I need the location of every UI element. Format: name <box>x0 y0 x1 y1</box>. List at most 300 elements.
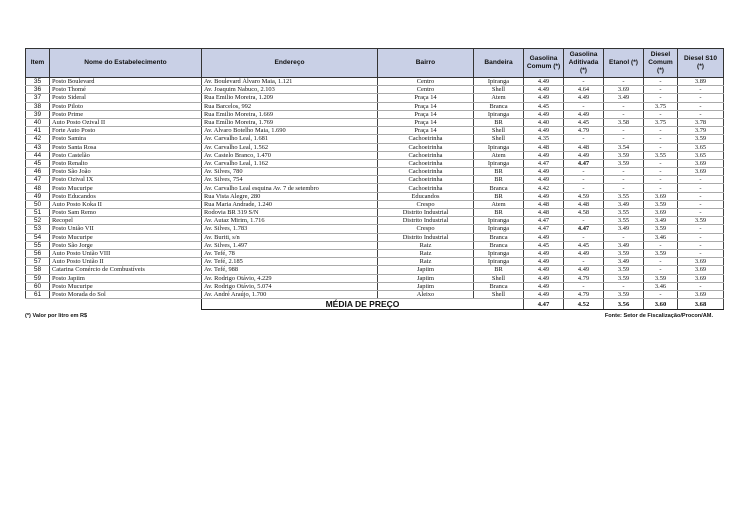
cell-gasolina: 4.49 <box>524 258 564 266</box>
table-row <box>26 241 724 249</box>
cell-item: 55 <box>26 241 50 249</box>
header-bandeira: Bandeira <box>474 49 524 78</box>
cell-gasolina-aditivada: 4.48 <box>564 200 604 208</box>
cell-item: 58 <box>26 266 50 274</box>
table-row <box>26 151 724 159</box>
cell-bandeira: Atem <box>474 200 524 208</box>
cell-nome: Auto Posto União VIII <box>50 249 202 257</box>
cell-endereco: Av. Autaz Mirim, 1.716 <box>202 217 378 225</box>
cell-gasolina-aditivada: 4.47 <box>564 159 604 167</box>
cell-endereco: Av. Silves, 754 <box>202 176 378 184</box>
cell-gasolina-aditivada: 4.45 <box>564 241 604 249</box>
cell-diesel: - <box>644 241 678 249</box>
cell-bandeira: Ipiranga <box>474 110 524 118</box>
average-row <box>26 299 724 310</box>
average-diesel: 3.60 <box>644 299 678 310</box>
cell-endereco: Av. Boulevard Álvaro Maia, 1.121 <box>202 78 378 86</box>
cell-nome: Posto Samira <box>50 135 202 143</box>
cell-etanol: 3.49 <box>604 225 644 233</box>
table-row <box>26 94 724 102</box>
cell-item: 52 <box>26 217 50 225</box>
cell-item: 46 <box>26 168 50 176</box>
cell-item: 41 <box>26 127 50 135</box>
cell-nome: Posto Sam Remo <box>50 209 202 217</box>
cell-diesel-s10: 3.65 <box>678 151 724 159</box>
cell-gasolina-aditivada: 4.58 <box>564 209 604 217</box>
cell-gasolina-aditivada: 4.79 <box>564 127 604 135</box>
cell-bairro: Raiz <box>378 249 474 257</box>
cell-bandeira: BR <box>474 168 524 176</box>
cell-etanol: 3.49 <box>604 258 644 266</box>
cell-etanol: 3.49 <box>604 200 644 208</box>
cell-item: 49 <box>26 192 50 200</box>
cell-bairro: Cachoeirinha <box>378 159 474 167</box>
cell-item: 39 <box>26 110 50 118</box>
cell-endereco: Rodovia BR 319 S/N <box>202 209 378 217</box>
table-row <box>26 159 724 167</box>
cell-endereco: Av. Tefé, 78 <box>202 249 378 257</box>
cell-item: 43 <box>26 143 50 151</box>
cell-diesel: - <box>644 78 678 86</box>
cell-nome: Posto Prime <box>50 110 202 118</box>
cell-etanol: 3.59 <box>604 266 644 274</box>
cell-etanol: - <box>604 184 644 192</box>
cell-diesel-s10: - <box>678 200 724 208</box>
cell-bandeira: Ipiranga <box>474 78 524 86</box>
cell-item: 48 <box>26 184 50 192</box>
cell-nome: Posto Thomé <box>50 86 202 94</box>
table-row <box>26 209 724 217</box>
cell-gasolina-aditivada: - <box>564 258 604 266</box>
cell-bairro: Raiz <box>378 258 474 266</box>
cell-nome: Auto Posto Ozival II <box>50 118 202 126</box>
cell-gasolina-aditivada: - <box>564 233 604 241</box>
cell-diesel-s10: 3.89 <box>678 78 724 86</box>
table-row <box>26 290 724 298</box>
cell-nome: Posto São Jorge <box>50 241 202 249</box>
cell-etanol: - <box>604 102 644 110</box>
cell-diesel: - <box>644 184 678 192</box>
cell-gasolina: 4.48 <box>524 143 564 151</box>
cell-gasolina-aditivada: - <box>564 184 604 192</box>
cell-nome: Posto Castelão <box>50 151 202 159</box>
footnotes <box>25 313 713 319</box>
cell-diesel: 3.59 <box>644 200 678 208</box>
cell-nome: Posto Japiim <box>50 274 202 282</box>
cell-gasolina: 4.49 <box>524 233 564 241</box>
cell-diesel: - <box>644 168 678 176</box>
cell-bairro: Crespo <box>378 225 474 233</box>
cell-nome: Posto Sideral <box>50 94 202 102</box>
cell-gasolina-aditivada: - <box>564 78 604 86</box>
average-gasolina: 4.47 <box>524 299 564 310</box>
cell-nome: Posto União VII <box>50 225 202 233</box>
cell-gasolina-aditivada: 4.47 <box>564 225 604 233</box>
table-row <box>26 176 724 184</box>
cell-bairro: Japiim <box>378 274 474 282</box>
cell-gasolina-aditivada: 4.49 <box>564 110 604 118</box>
cell-bairro: Distrito Industrial <box>378 209 474 217</box>
cell-diesel: 3.46 <box>644 282 678 290</box>
table-row <box>26 135 724 143</box>
cell-bandeira: Shell <box>474 127 524 135</box>
cell-diesel-s10: - <box>678 233 724 241</box>
cell-endereco: Av. Carvalho Leal, 1.162 <box>202 159 378 167</box>
cell-diesel: - <box>644 258 678 266</box>
cell-diesel-s10: - <box>678 102 724 110</box>
cell-bairro: Cachoeirinha <box>378 135 474 143</box>
cell-bandeira: Atem <box>474 94 524 102</box>
average-spacer <box>50 299 202 310</box>
cell-diesel-s10: - <box>678 209 724 217</box>
cell-bairro: Praça 14 <box>378 94 474 102</box>
cell-bandeira: Ipiranga <box>474 258 524 266</box>
cell-diesel-s10: 3.59 <box>678 135 724 143</box>
cell-item: 42 <box>26 135 50 143</box>
header-item: Item <box>26 49 50 78</box>
cell-nome: Posto Mucuripe <box>50 233 202 241</box>
header-endereco: Endereço <box>202 49 378 78</box>
header-gasolina-aditivada: Gasolina Aditivada (*) <box>564 49 604 78</box>
cell-bandeira: Ipiranga <box>474 217 524 225</box>
average-label: MÉDIA DE PREÇO <box>202 299 524 310</box>
cell-nome: Catarina Comércio de Combustíveis <box>50 266 202 274</box>
cell-gasolina: 4.45 <box>524 102 564 110</box>
cell-gasolina-aditivada: - <box>564 135 604 143</box>
cell-item: 47 <box>26 176 50 184</box>
cell-diesel: 3.49 <box>644 217 678 225</box>
cell-endereco: Rua Emilio Moreira, 1.209 <box>202 94 378 102</box>
cell-item: 40 <box>26 118 50 126</box>
cell-gasolina-aditivada: - <box>564 217 604 225</box>
cell-etanol: 3.69 <box>604 86 644 94</box>
cell-gasolina: 4.48 <box>524 209 564 217</box>
cell-diesel: - <box>644 290 678 298</box>
cell-diesel: 3.46 <box>644 233 678 241</box>
cell-etanol: 3.55 <box>604 192 644 200</box>
cell-nome: Posto Mucuripe <box>50 184 202 192</box>
cell-etanol: 3.55 <box>604 209 644 217</box>
header-bairro: Bairro <box>378 49 474 78</box>
cell-diesel: - <box>644 110 678 118</box>
average-gasolina-aditivada: 4.52 <box>564 299 604 310</box>
cell-bairro: Distrito Industrial <box>378 233 474 241</box>
cell-gasolina: 4.47 <box>524 217 564 225</box>
cell-gasolina: 4.49 <box>524 127 564 135</box>
header-nome: Nome do Estabelecimento <box>50 49 202 78</box>
cell-diesel: 3.75 <box>644 118 678 126</box>
cell-gasolina-aditivada: 4.79 <box>564 274 604 282</box>
cell-item: 57 <box>26 258 50 266</box>
cell-diesel: - <box>644 266 678 274</box>
cell-endereco: Rua Barcelos, 992 <box>202 102 378 110</box>
cell-diesel-s10: 3.69 <box>678 274 724 282</box>
cell-nome: Posto Educandos <box>50 192 202 200</box>
cell-gasolina: 4.49 <box>524 151 564 159</box>
cell-endereco: Av. André Araújo, 1.700 <box>202 290 378 298</box>
cell-item: 37 <box>26 94 50 102</box>
cell-gasolina: 4.49 <box>524 94 564 102</box>
cell-diesel-s10: - <box>678 110 724 118</box>
cell-diesel-s10: - <box>678 225 724 233</box>
cell-endereco: Av. Silves, 780 <box>202 168 378 176</box>
cell-diesel: 3.55 <box>644 151 678 159</box>
cell-bairro: Crespo <box>378 200 474 208</box>
cell-nome: Recopel <box>50 217 202 225</box>
cell-etanol: 3.59 <box>604 290 644 298</box>
cell-endereco: Av. Rodrigo Otávio, 4.229 <box>202 274 378 282</box>
cell-endereco: Rua Emilio Moreira, 1.669 <box>202 110 378 118</box>
cell-bairro: Praça 14 <box>378 110 474 118</box>
average-spacer <box>26 299 50 310</box>
cell-item: 56 <box>26 249 50 257</box>
cell-bandeira: BR <box>474 209 524 217</box>
header-diesel: Diesel Comum (*) <box>644 49 678 78</box>
cell-nome: Posto Santa Rosa <box>50 143 202 151</box>
table-row <box>26 143 724 151</box>
table-row <box>26 192 724 200</box>
table-row <box>26 127 724 135</box>
table-row <box>26 225 724 233</box>
cell-etanol: - <box>604 78 644 86</box>
cell-endereco: Av. Rodrigo Otávio, 5.074 <box>202 282 378 290</box>
cell-bandeira: Branca <box>474 241 524 249</box>
cell-diesel: 3.69 <box>644 209 678 217</box>
average-diesel-s10: 3.68 <box>678 299 724 310</box>
cell-diesel: 3.59 <box>644 225 678 233</box>
cell-diesel-s10: 3.69 <box>678 168 724 176</box>
cell-gasolina: 4.40 <box>524 118 564 126</box>
table-header-row <box>26 49 724 78</box>
cell-gasolina-aditivada: - <box>564 282 604 290</box>
cell-etanol: 3.55 <box>604 217 644 225</box>
cell-gasolina-aditivada: - <box>564 168 604 176</box>
cell-gasolina-aditivada: 4.79 <box>564 290 604 298</box>
cell-diesel: - <box>644 135 678 143</box>
cell-item: 44 <box>26 151 50 159</box>
cell-gasolina: 4.47 <box>524 159 564 167</box>
cell-nome: Posto Morada do Sol <box>50 290 202 298</box>
cell-nome: Forte Auto Posto <box>50 127 202 135</box>
cell-nome: Posto São João <box>50 168 202 176</box>
cell-diesel-s10: - <box>678 86 724 94</box>
cell-nome: Auto Posto Koka II <box>50 200 202 208</box>
table-row <box>26 168 724 176</box>
cell-bairro: Praça 14 <box>378 102 474 110</box>
cell-item: 61 <box>26 290 50 298</box>
cell-bairro: Distrito Industrial <box>378 217 474 225</box>
cell-diesel: 3.59 <box>644 274 678 282</box>
cell-bairro: Cachoeirinha <box>378 143 474 151</box>
cell-etanol: - <box>604 176 644 184</box>
table-row <box>26 78 724 86</box>
cell-diesel-s10: - <box>678 184 724 192</box>
header-etanol: Etanol (*) <box>604 49 644 78</box>
table-row <box>26 118 724 126</box>
cell-etanol: - <box>604 135 644 143</box>
table-row <box>26 233 724 241</box>
cell-bairro: Cachoeirinha <box>378 176 474 184</box>
cell-diesel-s10: 3.59 <box>678 217 724 225</box>
cell-diesel-s10: - <box>678 241 724 249</box>
cell-etanol: 3.59 <box>604 274 644 282</box>
cell-bandeira: Shell <box>474 86 524 94</box>
cell-gasolina-aditivada: 4.49 <box>564 151 604 159</box>
cell-item: 51 <box>26 209 50 217</box>
cell-diesel: - <box>644 86 678 94</box>
cell-bairro: Praça 14 <box>378 118 474 126</box>
cell-diesel: 3.69 <box>644 192 678 200</box>
cell-gasolina: 4.49 <box>524 86 564 94</box>
cell-etanol: 3.54 <box>604 143 644 151</box>
cell-gasolina: 4.49 <box>524 282 564 290</box>
cell-gasolina-aditivada: - <box>564 176 604 184</box>
cell-gasolina: 4.48 <box>524 200 564 208</box>
cell-endereco: Av. Carvalho Leal esquina Av. 7 de setembro <box>202 184 378 192</box>
cell-etanol: 3.49 <box>604 94 644 102</box>
cell-item: 50 <box>26 200 50 208</box>
cell-diesel: - <box>644 159 678 167</box>
cell-item: 53 <box>26 225 50 233</box>
cell-bandeira: BR <box>474 118 524 126</box>
cell-diesel-s10: 3.65 <box>678 143 724 151</box>
cell-gasolina: 4.49 <box>524 110 564 118</box>
cell-diesel-s10: 3.79 <box>678 127 724 135</box>
cell-item: 38 <box>26 102 50 110</box>
cell-endereco: Av. Alvaro Botelho Maia, 1.690 <box>202 127 378 135</box>
cell-diesel: - <box>644 127 678 135</box>
cell-diesel-s10: - <box>678 192 724 200</box>
cell-diesel-s10: - <box>678 282 724 290</box>
table-row <box>26 200 724 208</box>
table-row <box>26 102 724 110</box>
cell-etanol: - <box>604 110 644 118</box>
cell-gasolina-aditivada: 4.64 <box>564 86 604 94</box>
cell-endereco: Av. Carvalho Leal, 1.681 <box>202 135 378 143</box>
table-row <box>26 266 724 274</box>
cell-bandeira: Ipiranga <box>474 159 524 167</box>
cell-item: 35 <box>26 78 50 86</box>
cell-diesel: 3.75 <box>644 102 678 110</box>
cell-item: 54 <box>26 233 50 241</box>
cell-nome: Auto Posto União II <box>50 258 202 266</box>
cell-gasolina: 4.35 <box>524 135 564 143</box>
cell-bairro: Cachoeirinha <box>378 151 474 159</box>
footnote-unit: (*) Valor por litro em R$ <box>25 313 88 320</box>
cell-etanol: 3.58 <box>604 118 644 126</box>
cell-etanol: - <box>604 233 644 241</box>
cell-nome: Posto Ozival IX <box>50 176 202 184</box>
cell-bairro: Aleixo <box>378 290 474 298</box>
table-row <box>26 258 724 266</box>
cell-gasolina-aditivada: 4.49 <box>564 266 604 274</box>
cell-diesel: - <box>644 143 678 151</box>
cell-diesel: - <box>644 94 678 102</box>
average-etanol: 3.56 <box>604 299 644 310</box>
cell-endereco: Av. Tefé, 2.185 <box>202 258 378 266</box>
cell-diesel-s10: - <box>678 176 724 184</box>
cell-diesel: 3.59 <box>644 249 678 257</box>
cell-bandeira: Ipiranga <box>474 249 524 257</box>
cell-nome: Posto Piloto <box>50 102 202 110</box>
cell-bandeira: Branca <box>474 184 524 192</box>
cell-diesel-s10: - <box>678 94 724 102</box>
cell-gasolina: 4.49 <box>524 168 564 176</box>
cell-bandeira: Branca <box>474 233 524 241</box>
footnote-source: Fonte: Setor de Fiscalização/Procon/AM. <box>604 313 713 320</box>
cell-endereco: Av. Silves, 1.497 <box>202 241 378 249</box>
cell-bairro: Cachoeirinha <box>378 168 474 176</box>
cell-bandeira: BR <box>474 176 524 184</box>
cell-bairro: Praça 14 <box>378 127 474 135</box>
cell-nome: Posto Mucuripe <box>50 282 202 290</box>
cell-gasolina: 4.49 <box>524 266 564 274</box>
cell-diesel-s10: - <box>678 249 724 257</box>
cell-gasolina: 4.49 <box>524 249 564 257</box>
header-gasolina: Gasolina Comum (*) <box>524 49 564 78</box>
table-row <box>26 282 724 290</box>
cell-bandeira: BR <box>474 266 524 274</box>
cell-item: 59 <box>26 274 50 282</box>
cell-gasolina: 4.49 <box>524 290 564 298</box>
cell-etanol: - <box>604 282 644 290</box>
cell-bandeira: Ipiranga <box>474 143 524 151</box>
cell-gasolina: 4.42 <box>524 184 564 192</box>
cell-bairro: Centro <box>378 78 474 86</box>
cell-bairro: Japiim <box>378 266 474 274</box>
cell-gasolina-aditivada: - <box>564 102 604 110</box>
table-body <box>26 78 724 299</box>
cell-etanol: 3.59 <box>604 159 644 167</box>
cell-nome: Posto Boulevard <box>50 78 202 86</box>
cell-diesel-s10: 3.69 <box>678 159 724 167</box>
cell-bairro: Cachoeirinha <box>378 184 474 192</box>
cell-bandeira: Atem <box>474 151 524 159</box>
cell-endereco: Av. Silves, 1.783 <box>202 225 378 233</box>
table-row <box>26 86 724 94</box>
cell-bandeira: Ipiranga <box>474 225 524 233</box>
cell-gasolina: 4.49 <box>524 78 564 86</box>
price-report <box>25 48 717 320</box>
table-row <box>26 110 724 118</box>
cell-bairro: Raiz <box>378 241 474 249</box>
table-row <box>26 184 724 192</box>
cell-etanol: 3.59 <box>604 249 644 257</box>
cell-diesel-s10: 3.69 <box>678 258 724 266</box>
cell-item: 45 <box>26 159 50 167</box>
cell-diesel-s10: 3.69 <box>678 290 724 298</box>
cell-gasolina: 4.49 <box>524 192 564 200</box>
cell-etanol: 3.59 <box>604 151 644 159</box>
cell-bandeira: Branca <box>474 102 524 110</box>
cell-etanol: - <box>604 127 644 135</box>
fuel-price-table <box>25 48 724 310</box>
cell-gasolina-aditivada: 4.49 <box>564 249 604 257</box>
cell-diesel-s10: 3.69 <box>678 266 724 274</box>
cell-gasolina: 4.49 <box>524 274 564 282</box>
cell-gasolina-aditivada: 4.45 <box>564 118 604 126</box>
cell-gasolina-aditivada: 4.59 <box>564 192 604 200</box>
cell-endereco: Av. Castelo Branco, 1.470 <box>202 151 378 159</box>
cell-etanol: 3.49 <box>604 241 644 249</box>
table-row <box>26 249 724 257</box>
cell-bairro: Japiim <box>378 282 474 290</box>
cell-gasolina: 4.45 <box>524 241 564 249</box>
cell-gasolina-aditivada: 4.49 <box>564 94 604 102</box>
cell-bandeira: Shell <box>474 290 524 298</box>
cell-endereco: Rua Emílio Moreira, 1.769 <box>202 118 378 126</box>
cell-etanol: - <box>604 168 644 176</box>
